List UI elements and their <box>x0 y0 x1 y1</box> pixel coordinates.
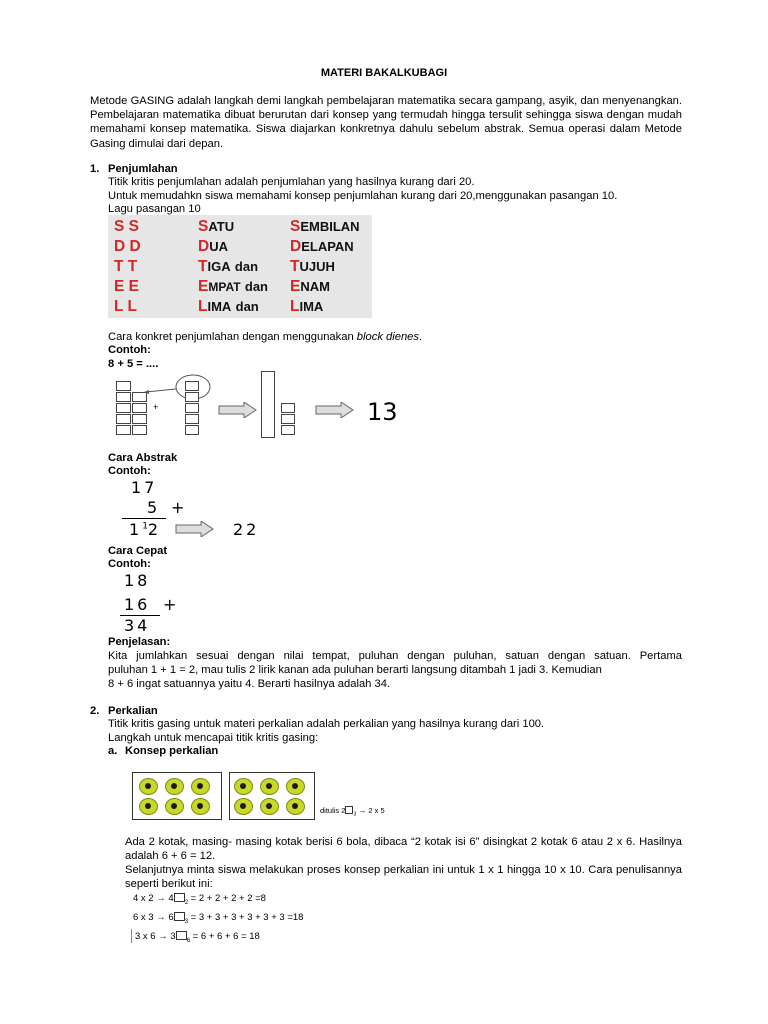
ten-rod <box>261 371 275 438</box>
song-col1-row5: L L <box>114 298 137 315</box>
song-col1-row3: T T <box>114 258 138 275</box>
abstrak-plus: + <box>171 498 188 517</box>
ball <box>260 778 279 795</box>
unit-block <box>185 403 199 413</box>
contoh-label-2: Contoh: <box>108 465 151 477</box>
ditulis-note: ditulis 2 $_3$ → 2 x 5 <box>320 806 385 818</box>
penjelasan-label: Penjelasan: <box>108 636 171 648</box>
unit-block <box>281 403 295 413</box>
unit-block <box>132 425 147 435</box>
unit-block <box>281 414 295 424</box>
penjelasan-line2: puluhan 1 + 1 = 2, mau tulis 2 lirik kanan ada puluhan berarti langsung ditambah 1 jadi 3. Kemudian <box>108 664 602 676</box>
unit-block <box>116 425 131 435</box>
cepat-plus: + <box>163 595 180 614</box>
unit-block <box>281 425 295 435</box>
ball <box>165 778 184 795</box>
song-col3-row3: TUJUH <box>290 258 335 275</box>
ball-box-2 <box>229 772 315 820</box>
song-col3-row4: ENAM <box>290 278 330 295</box>
song-col2-row3: TIGA dan <box>198 258 259 275</box>
section1-number: 1. <box>90 163 100 175</box>
multiplication-row-3: 3 x 6 → 3 $_6$ = 6 + 6 + 6 = 18 <box>135 931 260 944</box>
ball <box>286 778 305 795</box>
song-col1-row4: E E <box>114 278 139 295</box>
ball <box>286 798 305 815</box>
unit-block <box>116 414 131 424</box>
unit-block <box>132 414 147 424</box>
section2-heading: Perkalian <box>108 705 158 717</box>
song-image <box>108 215 372 318</box>
ball-box-1 <box>132 772 222 820</box>
cara-cepat-label: Cara Cepat <box>108 545 168 557</box>
example-expression: 8 + 5 = .... <box>108 358 159 370</box>
ball <box>191 778 210 795</box>
multiplication-row-1: 4 x 2 → 4 $_2$ = 2 + 2 + 2 + 2 =8 <box>133 893 266 906</box>
section2-para1: Ada 2 kotak, masing- masing kotak berisi 6 bola, dibaca “2 kotak isi 6” disingkat 2 kotak 6 atau 2 x 6. Hasilnya adalah 6 + 6 = 12. <box>125 836 682 863</box>
sum-line <box>122 518 166 519</box>
arrow-and-circle <box>142 370 212 410</box>
cepat-result: 34 <box>124 616 151 635</box>
ball <box>165 798 184 815</box>
right-arrow-icon <box>175 521 215 537</box>
song-col2-row5: LIMA dan <box>198 298 259 315</box>
unit-block <box>185 414 199 424</box>
right-arrow-icon <box>218 402 258 418</box>
unit-block <box>185 392 199 402</box>
section2-line2: Langkah untuk mencapai titik kritis gasing: <box>108 732 319 744</box>
margin-mark <box>131 929 132 943</box>
ball <box>234 798 253 815</box>
intro-paragraph: Metode GASING adalah langkah demi langkah pembelajaran matematika secara gampang, asyik, dan menyenangkan. Pembelajaran matematika dibuat berurutan dari konsep yang termudah hingga tersulit sehingga siswa dengan mudah memahami konsep matematika. Siswa diajarkan konkretnya dahulu sebelum abstrak. Semua operasi dalam Metode Gasing dimulai dari depan. <box>90 95 682 150</box>
abstrak-bottom-number: $1^12$ <box>129 520 162 539</box>
penjelasan-line1: Kita jumlahkan sesuai dengan nilai tempat, puluhan dengan puluhan, satuan dengan satuan. Pertama <box>108 650 682 662</box>
ball <box>260 798 279 815</box>
cepat-mid-number: 16 <box>124 595 151 614</box>
ball <box>139 778 158 795</box>
ball <box>191 798 210 815</box>
song-col1-row1: S S <box>114 218 139 235</box>
song-col3-row5: LIMA <box>290 298 324 315</box>
ball <box>139 798 158 815</box>
song-col3-row2: DELAPAN <box>290 238 354 255</box>
song-col2-row1: SATU <box>198 218 235 235</box>
section1-line1: Titik kritis penjumlahan adalah penjumlahan yang hasilnya kurang dari 20. <box>108 176 475 188</box>
abstrak-top-number: 17 <box>131 478 158 497</box>
song-col1-row2: D D <box>114 238 141 255</box>
section2-para2: Selanjutnya minta siswa melakukan proses konsep perkalian ini untuk 1 x 1 hingga 10 x 10. Cara penulisannya seperti berikut ini: <box>125 864 682 891</box>
song-col2-row4: EMPAT dan <box>198 278 268 295</box>
abstrak-mid-number: 5 <box>147 498 161 517</box>
page-title: MATERI BAKALKUBAGI <box>320 67 448 79</box>
sub-a-heading: Konsep perkalian <box>125 745 219 757</box>
section1-line2: Untuk memudahkn siswa memahami konsep penjumlahan kurang dari 20,menggunakan pasangan 10. <box>108 190 618 202</box>
song-col3-row1: SEMBILAN <box>290 218 360 235</box>
unit-block <box>185 425 199 435</box>
konkret-line: Cara konkret penjumlahan dengan menggunakan block dienes. <box>108 331 423 343</box>
section2-number: 2. <box>90 705 100 717</box>
section1-line3: Lagu pasangan 10 <box>108 203 201 215</box>
section1-heading: Penjumlahan <box>108 163 178 175</box>
contoh-label-1: Contoh: <box>108 344 151 356</box>
song-col2-row2: DUA <box>198 238 228 255</box>
unit-block <box>116 403 131 413</box>
contoh-label-3: Contoh: <box>108 558 151 570</box>
section2-line1: Titik kritis gasing untuk materi perkalian adalah perkalian yang hasilnya kurang dari 100. <box>108 718 545 730</box>
abstrak-result: 22 <box>233 520 260 539</box>
unit-block <box>116 381 131 391</box>
penjelasan-line3: 8 + 6 ingat satuannya yaitu 4. Berarti hasilnya adalah 34. <box>108 678 391 690</box>
cepat-top-number: 18 <box>124 571 151 590</box>
right-arrow-icon <box>315 402 355 418</box>
cara-abstrak-label: Cara Abstrak <box>108 452 178 464</box>
small-plus: + <box>153 402 159 412</box>
block-dienes-illustration <box>108 370 408 440</box>
result-13: 13 <box>367 398 398 426</box>
unit-block <box>116 392 131 402</box>
multiplication-row-2: 6 x 3 → 6 $_3$ = 3 + 3 + 3 + 3 + 3 + 3 =18 <box>133 912 304 925</box>
sub-a-number: a. <box>108 745 118 757</box>
unit-block <box>185 381 199 391</box>
ball <box>234 778 253 795</box>
